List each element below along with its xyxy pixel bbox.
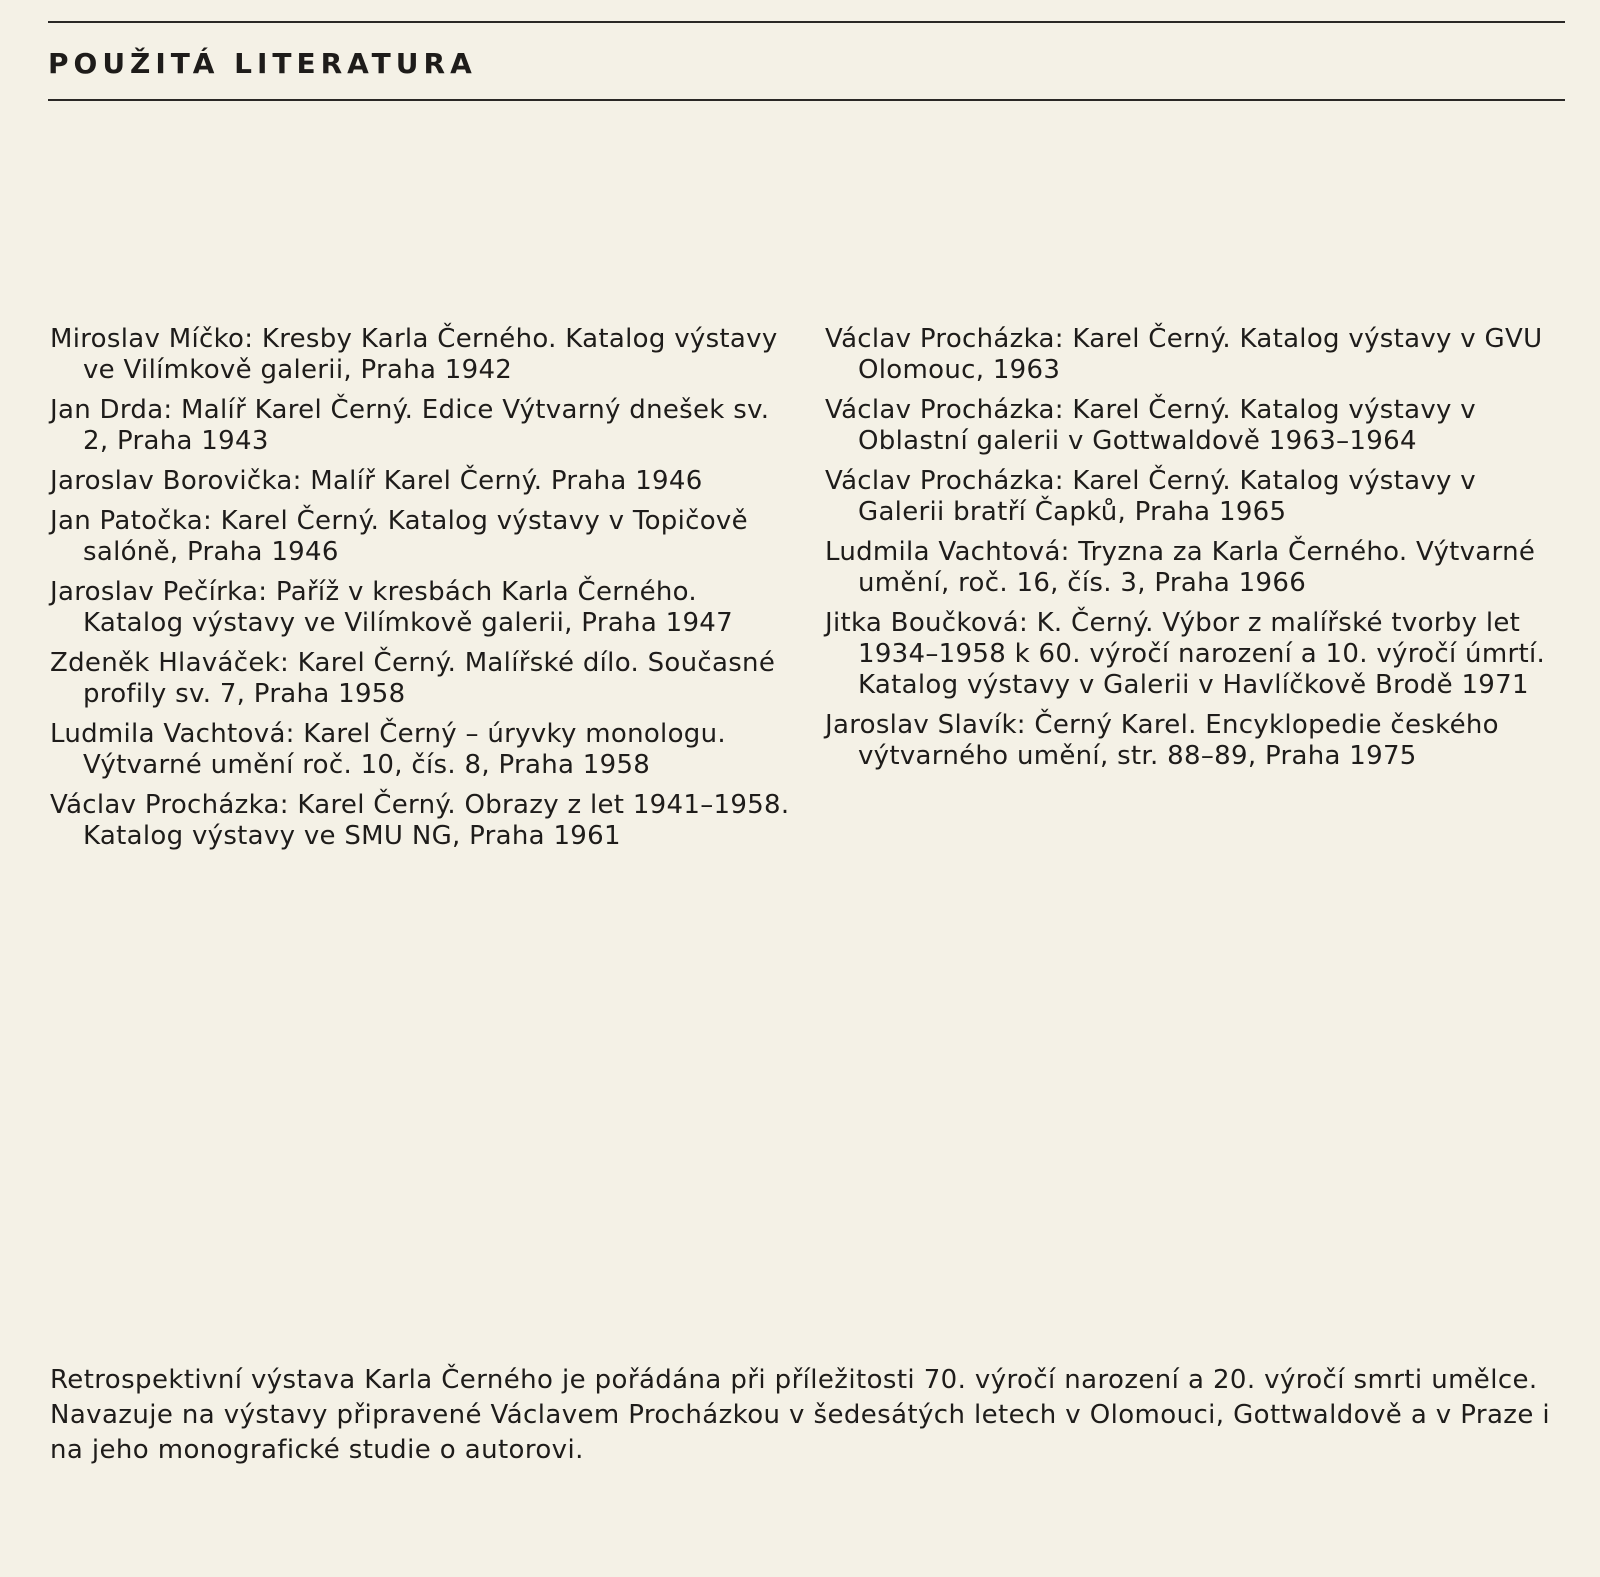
references-left-column: [50, 324, 790, 861]
reference-entry: Zdeněk Hlaváček: Karel Černý. Malířské dílo. Současné profily sv. 7, Praha 1958: [50, 648, 776, 709]
reference-entry: Václav Procházka: Karel Černý. Katalog výstavy v Oblastní galerii v Gottwaldově 1963–1964: [825, 395, 1476, 456]
exhibition-note: Retrospektivní výstava Karla Černého je pořádána při příležitosti 70. výročí narození a 20. výročí smrti umělce. Navazuje na výstavy připravené Václavem Procházkou v šedesátých letech v Olomouci, Gottwaldově a v Praze i na jeho monografické studie o autorovi.: [50, 1365, 1551, 1465]
reference-entry: Jaroslav Slavík: Černý Karel. Encyklopedie českého výtvarného umění, str. 88–89, Praha 1975: [825, 710, 1499, 771]
page-heading: POUŽITÁ LITERATURA: [48, 47, 477, 80]
reference-entry: Jan Patočka: Karel Černý. Katalog výstavy v Topičově salóně, Praha 1946: [50, 506, 748, 567]
reference-entry: Miroslav Míčko: Kresby Karla Černého. Katalog výstavy ve Vilímkově galerii, Praha 1942: [50, 324, 778, 385]
reference-entry: Václav Procházka: Karel Černý. Katalog výstavy v GVU Olomouc, 1963: [825, 324, 1543, 385]
reference-entry: Václav Procházka: Karel Černý. Obrazy z let 1941–1958. Katalog výstavy ve SMU NG, Praha 1961: [50, 790, 790, 851]
heading-underline-rule: [48, 99, 1565, 101]
reference-entry: Ludmila Vachtová: Karel Černý – úryvky monologu. Výtvarné umění roč. 10, čís. 8, Praha 1958: [50, 719, 726, 780]
reference-entry: Jaroslav Borovička: Malíř Karel Černý. Praha 1946: [50, 466, 703, 496]
top-rule: [48, 21, 1565, 23]
reference-entry: Ludmila Vachtová: Tryzna za Karla Černého. Výtvarné umění, roč. 16, čís. 3, Praha 1966: [825, 537, 1536, 598]
references-right-column: [825, 324, 1565, 781]
reference-entry: Václav Procházka: Karel Černý. Katalog výstavy v Galerii bratří Čapků, Praha 1965: [825, 466, 1476, 527]
reference-entry: Jan Drda: Malíř Karel Černý. Edice Výtvarný dnešek sv. 2, Praha 1943: [50, 395, 770, 456]
reference-entry: Jaroslav Pečírka: Paříž v kresbách Karla Černého. Katalog výstavy ve Vilímkově galerii, Praha 1947: [50, 577, 733, 638]
reference-entry: Jitka Boučková: K. Černý. Výbor z malířské tvorby let 1934–1958 k 60. výročí narození a 10. výročí úmrtí. Katalog výstavy v Galerii v Havlíčkově Brodě 1971: [825, 608, 1546, 700]
